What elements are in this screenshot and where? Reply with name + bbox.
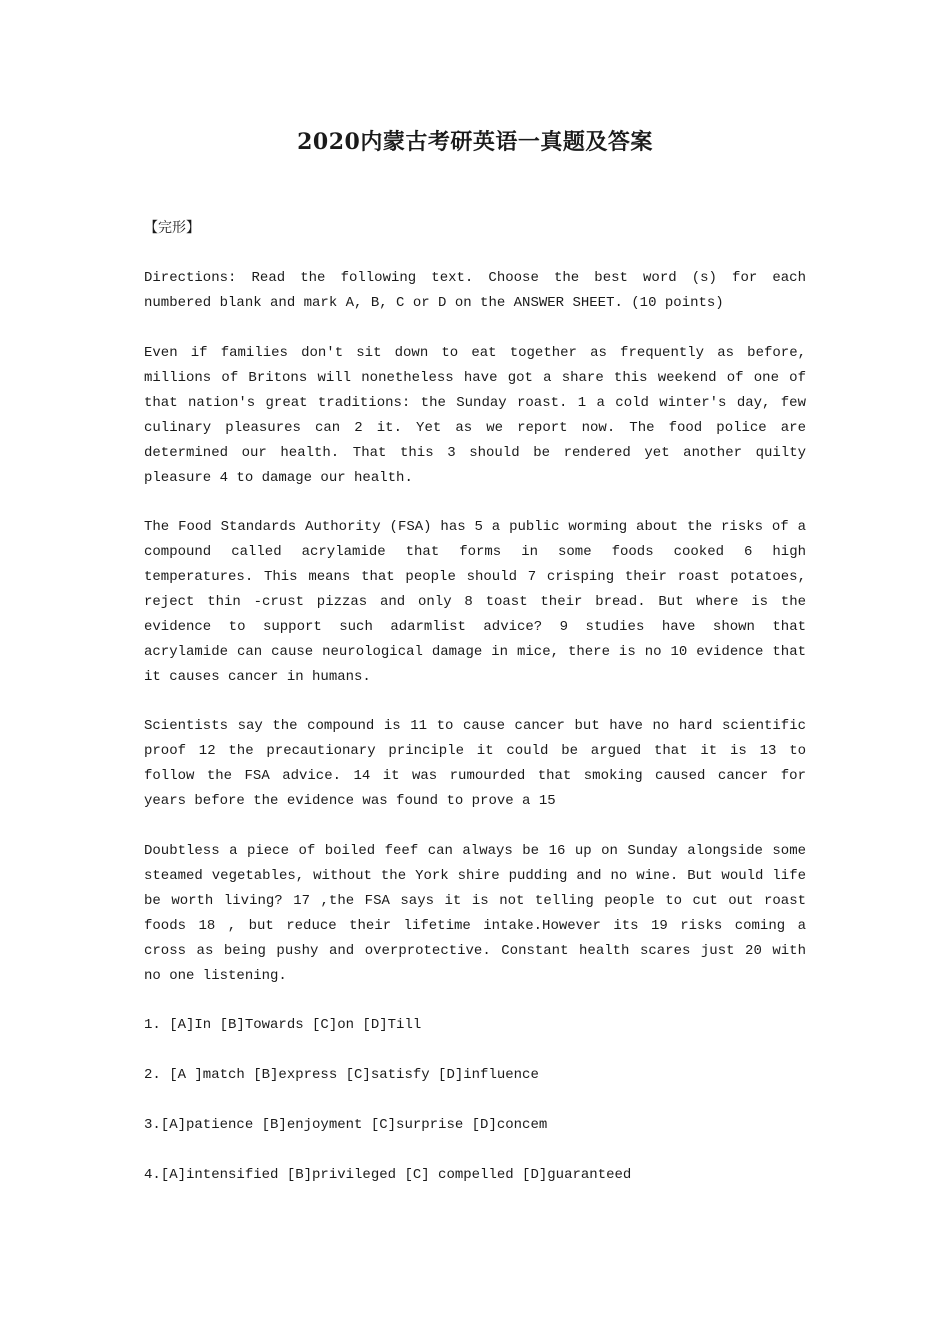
passage-paragraph-1: Even if families don't sit down to eat together as frequently as before, millions of Britons will nonetheless have got a share this weekend of one of that nation's great traditions: the Sunday roast. 1 a cold winter's day, few culinary pleasures can 2 it. Yet as we report now. The food police are determined our health. That this 3 should be rendered yet another quilty pleasure 4 to damage our health. bbox=[144, 345, 806, 486]
passage-paragraph-3: Scientists say the compound is 11 to cause cancer but have no hard scientific proof 12 the precautionary principle it could be argued that it is 13 to follow the FSA advice. 14 it was rumourded that smoking caused cancer for years before the evidence was found to prove a 15 bbox=[144, 718, 806, 809]
section-label-cloze: 【完形】 bbox=[144, 220, 200, 236]
question-2-options: 2. [A ]match [B]express [C]satisfy [D]influence bbox=[144, 1067, 539, 1083]
question-3-options: 3.[A]patience [B]enjoyment [C]surprise [D]concem bbox=[144, 1117, 548, 1133]
question-1-options: 1. [A]In [B]Towards [C]on [D]Till bbox=[144, 1017, 422, 1033]
document-title: 2020内蒙古考研英语一真题及答案 bbox=[297, 129, 653, 155]
passage-paragraph-2: The Food Standards Authority (FSA) has 5 a public worming about the risks of a compound called acrylamide that forms in some foods cooked 6 high temperatures. This means that people should 7 crisping their roast potatoes, reject thin -crust pizzas and only 8 toast their bread. But where is the evidence to support such adarmlist advice? 9 studies have shown that acrylamide can cause neurological damage in mice, there is no 10 evidence that it causes cancer in humans. bbox=[144, 519, 806, 685]
passage-paragraph-4: Doubtless a piece of boiled feef can always be 16 up on Sunday alongside some steamed vegetables, without the York shire pudding and no wine. But would life be worth living? 17 ,the FSA says it is not telling people to cut out roast foods 18 , but reduce their lifetime intake.However its 19 risks coming a cross as being pushy and overprotective. Constant health scares just 20 with no one listening. bbox=[144, 843, 806, 984]
question-4-options: 4.[A]intensified [B]privileged [C] compelled [D]guaranteed bbox=[144, 1167, 632, 1183]
directions-paragraph: Directions: Read the following text. Choose the best word (s) for each numbered blank and mark A, B, C or D on the ANSWER SHEET. (10 points) bbox=[144, 270, 806, 311]
